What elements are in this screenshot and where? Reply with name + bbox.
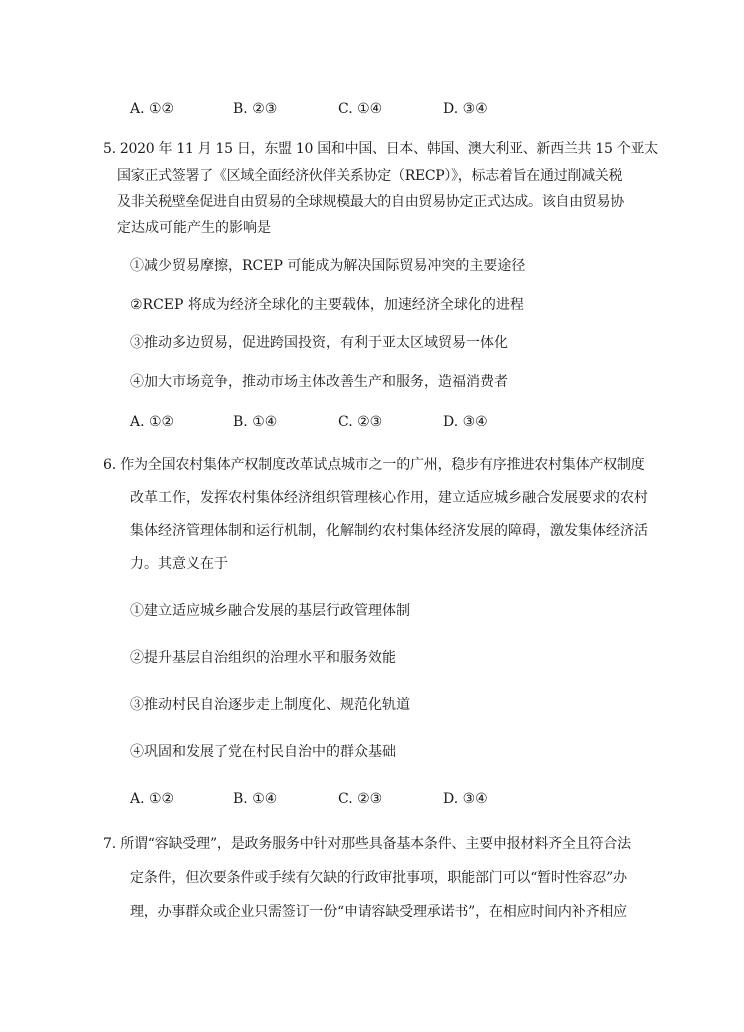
q6-item-1: ①建立适应城乡融合发展的基层行政管理体制 xyxy=(130,603,410,619)
q5-stem-line-3: 及非关税壁垒促进自由贸易的全球规模最大的自由贸易协定正式达成。该自由贸易协 xyxy=(117,194,624,210)
q6-option-a[interactable]: A. ①② xyxy=(130,791,175,807)
q5-item-2: ②RCEP 将成为经济全球化的主要载体，加速经济全球化的进程 xyxy=(130,297,524,313)
q5-option-a[interactable]: A. ①② xyxy=(130,414,175,430)
q5-item-1: ①减少贸易摩擦，RCEP 可能成为解决国际贸易冲突的主要途径 xyxy=(130,258,526,274)
q6-stem-line-4: 力。其意义在于 xyxy=(130,556,228,572)
q4-option-d[interactable]: D. ③④ xyxy=(443,101,488,117)
q7-stem-line-3: 理，办事群众或企业只需签订一份“申请容缺受理承诺书”，在相应时间内补齐相应 xyxy=(130,904,627,920)
q6-stem-line-2: 改革工作，发挥农村集体经济组织管理核心作用，建立适应城乡融合发展要求的农村 xyxy=(130,490,648,506)
q4-option-a[interactable]: A. ①② xyxy=(130,101,175,117)
q5-stem-line-2: 国家正式签署了《区域全面经济伙伴关系协定（RECP）》，标志着旨在通过削减关税 xyxy=(117,168,623,184)
q6-stem-line-1: 6. 作为全国农村集体产权制度改革试点城市之一的广州，稳步有序推进农村集体产权制度 xyxy=(103,457,645,473)
q6-stem-line-3: 集体经济管理体制和运行机制，化解制约农村集体经济发展的障碍，激发集体经济活 xyxy=(130,523,648,539)
q4-option-b[interactable]: B. ②③ xyxy=(233,101,278,117)
q6-option-c[interactable]: C. ②③ xyxy=(338,791,383,807)
q6-option-d[interactable]: D. ③④ xyxy=(443,791,488,807)
q5-item-3: ③推动多边贸易，促进跨国投资，有利于亚太区域贸易一体化 xyxy=(130,335,508,351)
q5-stem-line-4: 定达成可能产生的影响是 xyxy=(117,220,271,236)
q6-item-3: ③推动村民自治逐步走上制度化、规范化轨道 xyxy=(130,697,410,713)
q6-option-b[interactable]: B. ①④ xyxy=(233,791,278,807)
q7-stem-line-2: 定条件，但次要条件或手续有欠缺的行政审批事项，职能部门可以“暂时性容忍”办 xyxy=(130,870,627,886)
q5-option-d[interactable]: D. ③④ xyxy=(443,414,488,430)
q5-option-c[interactable]: C. ②③ xyxy=(338,414,383,430)
q6-item-4: ④巩固和发展了党在村民自治中的群众基础 xyxy=(130,744,396,760)
q4-option-c[interactable]: C. ①④ xyxy=(338,101,383,117)
q5-stem-line-1: 5. 2020 年 11 月 15 日，东盟 10 国和中国、日本、韩国、澳大利亚、新西兰共 15 个亚太 xyxy=(103,141,658,157)
q5-option-b[interactable]: B. ①④ xyxy=(233,414,278,430)
q5-item-4: ④加大市场竞争，推动市场主体改善生产和服务，造福消费者 xyxy=(130,374,508,390)
q7-stem-line-1: 7. 所谓“容缺受理”，是政务服务中针对那些具备基本条件、主要申报材料齐全且符合法 xyxy=(103,836,631,852)
q6-item-2: ②提升基层自治组织的治理水平和服务效能 xyxy=(130,650,396,666)
